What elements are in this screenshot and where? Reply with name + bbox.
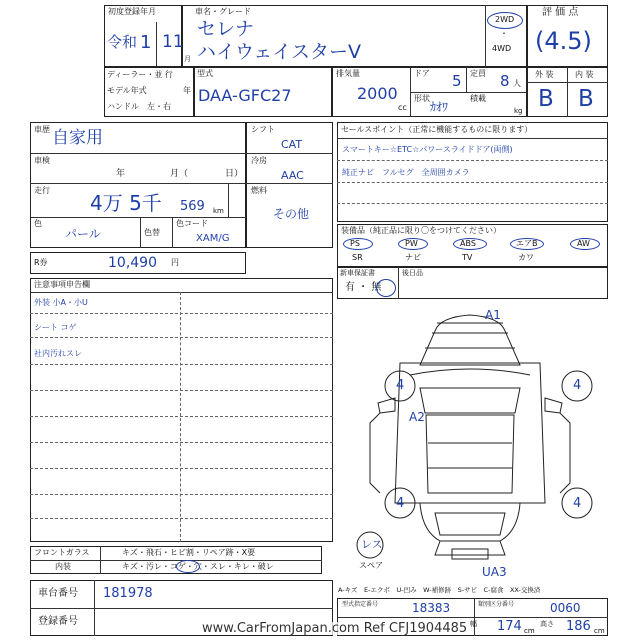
usage: 自家用 <box>52 128 103 148</box>
mileage-line <box>30 217 246 218</box>
grade: ハイウェイスターV <box>197 41 362 63</box>
car-name: セレナ <box>197 18 255 40</box>
carname-label: 車名・グレード <box>195 7 251 16</box>
shape-divider <box>410 92 527 93</box>
tire-front-left: 4 <box>396 378 405 393</box>
doors: 5 <box>452 72 462 90</box>
damage-a2: A2 <box>409 410 425 424</box>
interior-grade: B <box>578 86 594 112</box>
class-number: 0060 <box>550 601 581 615</box>
chassis-mid-line <box>30 608 333 609</box>
inspection-day: 日） <box>225 169 244 179</box>
sales-line-2: 純正ナビ フルセグ 全周囲カメラ <box>342 168 470 177</box>
ac-label: 冷房 <box>251 156 267 165</box>
tire-rear-left: 4 <box>396 496 405 511</box>
notes-dash-5 <box>30 416 333 417</box>
watermark: www.CarFromJapan.com Ref CFJ1904485 <box>202 621 468 636</box>
class-label: 類別区分番号 <box>478 601 515 608</box>
tire-front-right: 4 <box>573 378 582 393</box>
fuel: その他 <box>273 207 310 221</box>
height-label: 高さ <box>540 620 554 628</box>
sales-dash-2 <box>337 182 608 183</box>
width-label: 幅 <box>470 620 477 628</box>
drive-4wd: 4WD <box>492 44 512 53</box>
capacity-unit: 人 <box>513 79 521 88</box>
exterior-grade: B <box>538 86 554 112</box>
kg-unit: kg <box>514 107 523 115</box>
equip-aw: AW <box>577 239 590 248</box>
color-change-label: 色替 <box>144 228 160 237</box>
recycle-unit: 円 <box>171 258 179 267</box>
inspection-line <box>30 183 246 184</box>
ext-int-hline <box>527 82 608 83</box>
drive-2wd: 2WD <box>495 15 515 24</box>
color-divider <box>140 217 141 248</box>
km-unit: km <box>213 207 224 215</box>
warranty-label: 新車保証書 <box>340 269 375 277</box>
model-year-label: モデル年式 <box>107 86 147 95</box>
color: パール <box>65 227 101 241</box>
displacement-label: 排気量 <box>336 69 360 78</box>
car-diagram <box>340 303 600 573</box>
equipment-label: 装備品（純正品に限り〇をつけてください） <box>341 226 501 235</box>
drive-divider <box>485 5 486 67</box>
shape-label: 形状 <box>414 94 430 103</box>
interior-koge-circle <box>176 560 200 573</box>
inspection-year: 年 <box>116 169 126 179</box>
notes-dash-3 <box>30 364 333 365</box>
note-line-3: 社内汚れスレ <box>34 349 82 358</box>
km-divider <box>228 183 229 217</box>
warranty-value: 有 ・ 無 <box>345 282 382 293</box>
interior-cond-label: 内装 <box>55 562 71 571</box>
mileage-label: 走行 <box>34 186 50 195</box>
equip-abs: ABS <box>460 239 476 248</box>
sales-head-line <box>337 138 608 139</box>
notes-dash-2 <box>30 337 333 338</box>
reg-era: 令和 <box>107 33 138 51</box>
color-code-label: 色コード <box>176 219 208 228</box>
note-line-1: 外装 小A・小U <box>34 298 88 307</box>
notes-dash-7 <box>30 468 333 469</box>
spare-label: スペア <box>359 561 383 570</box>
equip-tv: TV <box>462 253 473 262</box>
type-label: 型式 <box>197 69 213 78</box>
warranty-divider <box>398 267 399 299</box>
notes-label: 注意事項申告欄 <box>34 280 90 289</box>
interior-cond-text: キズ・汚レ・コゲ・穴・スレ・キレ・破レ <box>122 562 274 571</box>
cert-divider <box>474 598 475 636</box>
handle-label: ハンドル 左・右 <box>107 102 171 111</box>
type-value: DAA-GFC27 <box>198 86 292 105</box>
tire-rear-right: 4 <box>573 496 582 511</box>
inspection-label: 車検 <box>34 156 50 165</box>
sales-dash-1 <box>337 160 608 161</box>
mileage-sub: 569 <box>180 199 205 214</box>
note-line-2: シート コゲ <box>34 323 77 332</box>
shape: ｶｵﾜ <box>430 100 449 114</box>
equip-pw: PW <box>405 239 418 248</box>
inspection-month: 月（ <box>170 169 189 179</box>
warranty-none-circle <box>376 279 396 297</box>
width-value: 174 <box>497 619 522 634</box>
height-value: 186 <box>566 619 591 634</box>
shift-line <box>246 153 333 154</box>
width-unit: cm <box>524 627 535 635</box>
damage-a1: A1 <box>485 308 501 322</box>
displacement: 2000 <box>357 84 398 103</box>
reg-year: 1 <box>140 32 152 53</box>
shift-label: シフト <box>251 125 275 134</box>
score-value: (4.5) <box>535 27 592 55</box>
reg-year-label: 初度登録年月 <box>108 7 156 16</box>
damage-legend: A-キズ E-エクボ U-凹み W-補修跡 S-サビ C-腐食 XX-交換済 <box>338 586 541 594</box>
notes-mid-dash <box>180 292 181 542</box>
chassis-divider <box>94 580 95 636</box>
capacity: 8 <box>500 72 510 90</box>
reg-month: 11 <box>162 32 184 52</box>
usage-label: 車歴 <box>34 125 50 134</box>
notes-dash-8 <box>30 494 333 495</box>
model-year-unit: 年 <box>183 86 191 95</box>
ac-line <box>246 183 333 184</box>
sales-dash-3 <box>337 203 608 204</box>
mileage: 4万 5千 <box>90 191 162 215</box>
month-unit: 月 <box>184 55 191 63</box>
recycle-value: 10,490 <box>108 255 157 271</box>
chassis-label: 車台番号 <box>38 588 78 599</box>
door-label: ドア <box>414 69 430 78</box>
glass-divider <box>100 546 101 574</box>
ext-int-divider <box>567 67 568 117</box>
sales-line-1: スマートキー☆ETC☆パワースライドドア(両側) <box>342 145 513 154</box>
equip-airbag: エアB <box>516 239 538 248</box>
cc-unit: cc <box>398 103 407 112</box>
colorcode-divider <box>172 217 173 248</box>
equip-ps: PS <box>350 239 360 248</box>
sales-label: セールスポイント（正常に機能するものに限ります） <box>341 125 533 134</box>
chassis-number: 181978 <box>103 586 153 601</box>
shift: CAT <box>281 138 303 151</box>
notes-dash-1 <box>30 313 333 314</box>
windshield-text: キズ・飛石・ヒビ割・リペア跡・X要 <box>122 548 256 557</box>
type-cert-label: 型式指定番号 <box>342 601 379 608</box>
notes-dash-6 <box>30 442 333 443</box>
glass-mid-line <box>30 560 322 561</box>
drive-dot: ・ <box>500 29 508 38</box>
ac: AAC <box>281 169 304 182</box>
notes-dash-4 <box>30 390 333 391</box>
color-code: XAM/G <box>196 233 230 244</box>
notes-box <box>30 278 333 542</box>
spare-value: レス <box>361 538 383 551</box>
door-divider <box>466 67 467 92</box>
fuel-label: 燃料 <box>251 186 267 195</box>
equip-sr: SR <box>352 253 363 262</box>
interior-label: 内 装 <box>575 70 594 79</box>
usage-line <box>30 153 246 154</box>
exterior-label: 外 装 <box>535 70 554 79</box>
notes-dash-9 <box>30 518 333 519</box>
cert-mid-line <box>337 617 608 618</box>
next-owner-label: 後日品 <box>402 269 423 277</box>
reg-number-label: 登録番号 <box>38 616 78 627</box>
windshield-label: フロントガラス <box>34 548 90 557</box>
equip-navi: ナビ <box>405 253 421 262</box>
height-unit: cm <box>594 627 605 635</box>
type-cert: 18383 <box>412 601 451 615</box>
score-label: 評 価 点 <box>542 7 579 18</box>
equip-kawa: カワ <box>518 253 534 262</box>
notes-head-line <box>30 292 333 293</box>
damage-ua3: UA3 <box>482 565 507 579</box>
color-label: 色 <box>34 219 42 228</box>
capacity-label: 定員 <box>470 69 486 78</box>
reg-year-divider <box>156 22 157 66</box>
dealer-label: ディーラー・並 行 <box>107 70 173 79</box>
recycle-label: R券 <box>34 258 48 267</box>
load-label: 積載 <box>470 94 486 103</box>
